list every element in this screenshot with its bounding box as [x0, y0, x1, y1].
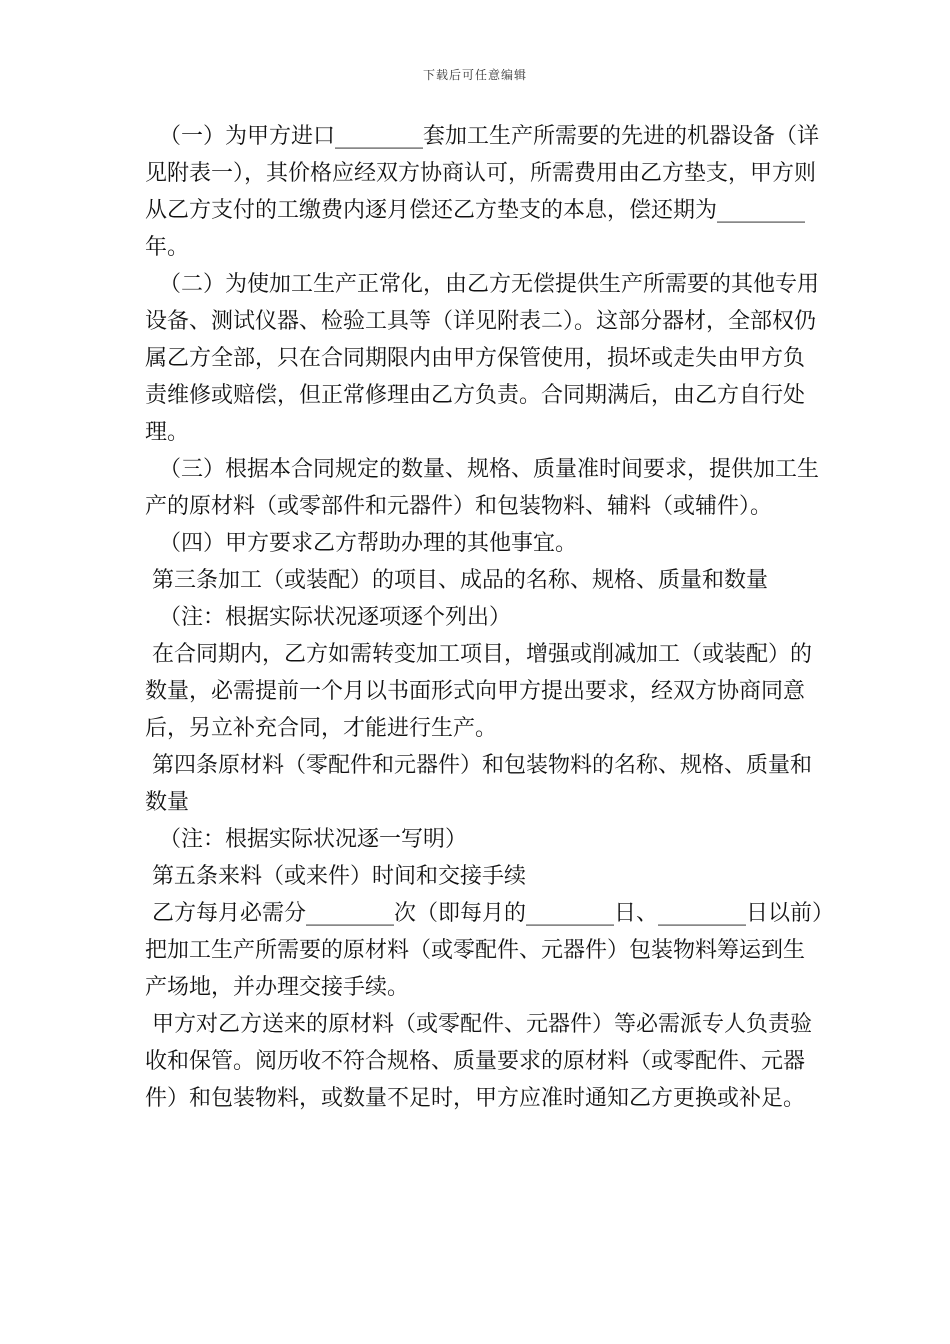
article-3-heading: 第三条加工（或装配）的项目、成品的名称、规格、质量和数量: [145, 568, 769, 593]
document-body: [145, 118, 825, 1117]
article-4-note: （注：根据实际状况逐一写明）: [145, 827, 468, 852]
article-5-inspection: 甲方对乙方送来的原材料（或零配件、元器件）等必需派专人负责验收和保管。阅历收不符合规格、质量要求的原材料（或零配件、元器件）和包装物料，或数量不足时，甲方应准时通知乙方更换或补足。: [145, 1012, 813, 1111]
paragraph-3-raw-materials: （三）根据本合同规定的数量、规格、质量准时间要求，提供加工生产的原材料（或零部件和元器件）和包装物料、辅料（或辅件）。: [145, 457, 820, 519]
article-4-heading: 第四条原材料（零配件和元器件）和包装物料的名称、规格、质量和数量: [145, 753, 813, 815]
article-3-note: （注：根据实际状况逐项逐个列出）: [145, 605, 512, 630]
article-3-body: 在合同期内，乙方如需转变加工项目，增强或削减加工（或装配）的数量，必需提前一个月以书面形式向甲方提出要求，经双方协商同意后，另立补充合同，才能进行生产。: [145, 642, 813, 741]
article-5-heading: 第五条来料（或来件）时间和交接手续: [145, 864, 527, 889]
paragraph-4-other-matters: （四）甲方要求乙方帮助办理的其他事宜。: [145, 531, 578, 556]
paragraph-2-special-equipment: （二）为使加工生产正常化，由乙方无偿提供生产所需要的其他专用设备、测试仪器、检验工具等（详见附表二）。这部分器材，全部权仍属乙方全部，只在合同期限内由甲方保管使用，损坏或走失由甲方负责维修或赔偿，但正常修理由乙方负责。合同期满后，由乙方自行处理。: [145, 272, 820, 445]
paragraph-1-equipment-import: （一）为甲方进口________套加工生产所需要的先进的机器设备（详见附表一），其价格应经双方协商认可，所需费用由乙方垫支，甲方则从乙方支付的工缴费内逐月偿还乙方垫支的本息，偿还期为________年。: [145, 124, 820, 260]
article-5-delivery: 乙方每月必需分________次（即每月的________日、________日以前）把加工生产所需要的原材料（或零配件、元器件）包装物料筹运到生产场地，并办理交接手续。: [145, 901, 824, 1000]
page-header: 下载后可任意编辑: [422, 68, 527, 82]
